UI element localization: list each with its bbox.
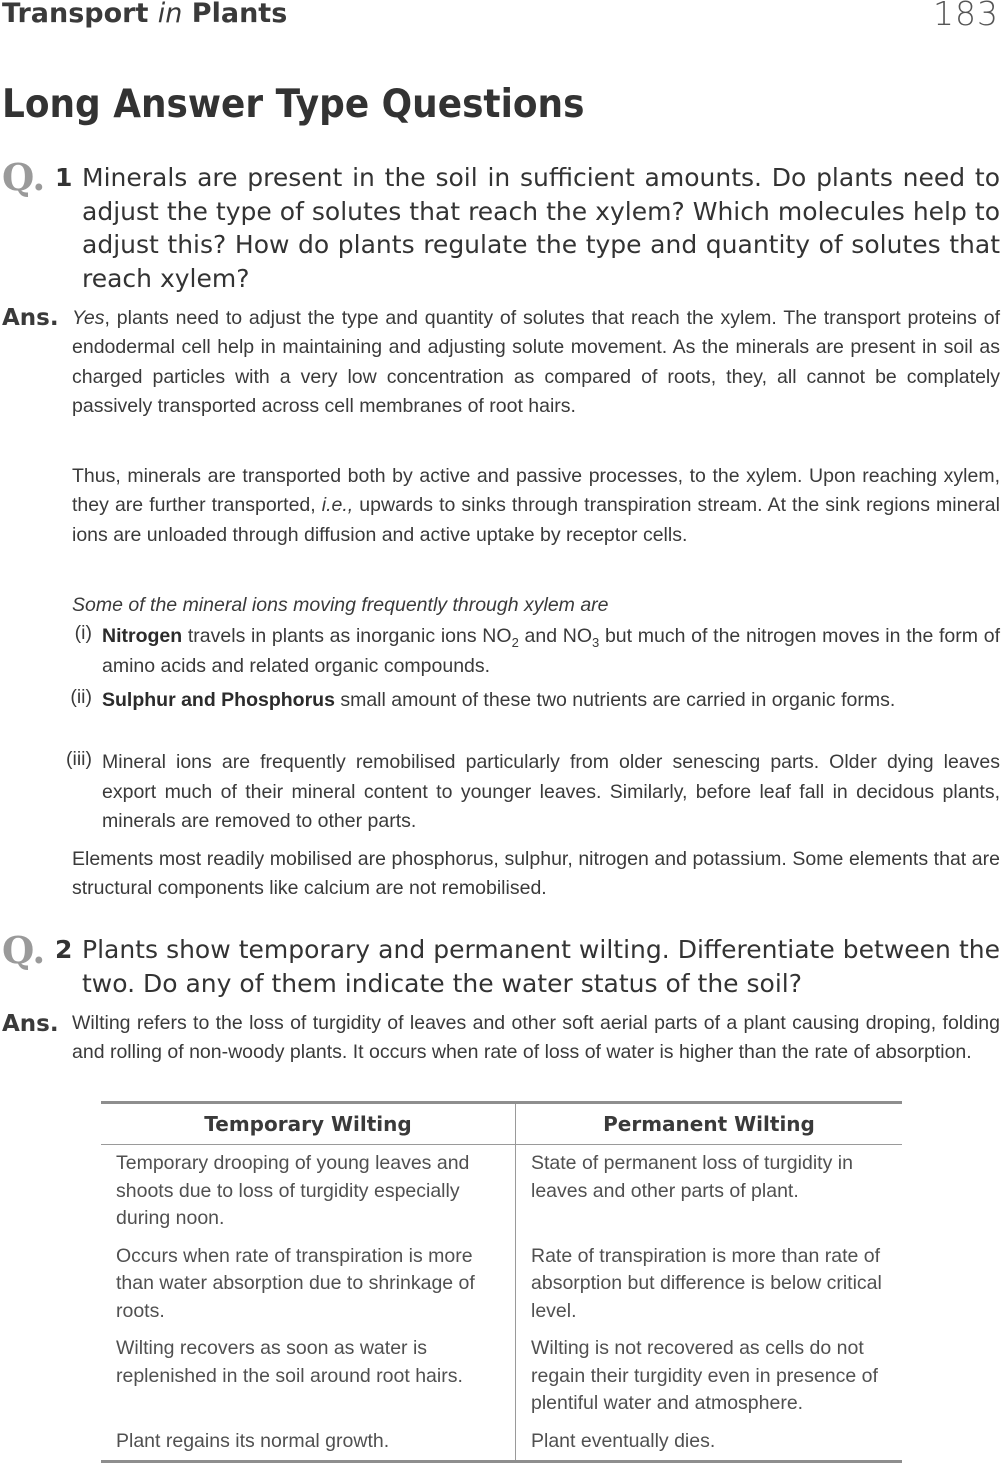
table-cell: Wilting recovers as soon as water is replenished in the soil around root hairs.: [101, 1330, 516, 1423]
column-header: Permanent Wilting: [516, 1103, 903, 1145]
list-item: [102, 622, 1000, 681]
question-number: 1: [55, 163, 73, 192]
column-header: Temporary Wilting: [101, 1103, 516, 1145]
table-row: [101, 1238, 902, 1331]
list-item-text: small amount of these two nutrients are carried in organic forms.: [334, 689, 896, 711]
answer-paragraph: [72, 462, 1000, 550]
answer-text: Thus, minerals are transported both by active and passive processes, to the xylem. Upon reaching xylem, they are further transported,: [72, 465, 1000, 517]
list-item: Mineral ions are frequently remobilised particularly from older senescing parts. Older dying leaves export much of their mineral content to younger leaves. Similarly, before leaf fall in decidous plants, minerals are removed to other parts.: [102, 751, 1000, 832]
answer-italic: i.e.,: [321, 494, 354, 517]
answer-paragraph: [72, 304, 1000, 421]
table-cell: State of permanent loss of turgidity in leaves and other parts of plant.: [531, 1152, 853, 1202]
answer-paragraph: Wilting refers to the loss of turgidity of leaves and other soft aerial parts of a plant causing droping, folding and rolling of non-woody plants. It occurs when rate of loss of water is higher than the rate of absorption.: [72, 1012, 1000, 1064]
list-item: [102, 686, 1000, 716]
list-item-number: (ii): [70, 686, 92, 708]
question-text: Plants show temporary and permanent wilting. Differentiate between the two. Do any of them indicate the water status of the soil?: [82, 935, 1000, 998]
table-cell: Plant eventually dies.: [516, 1423, 903, 1462]
header-title-italic: in: [157, 0, 183, 29]
list-item-bold: Sulphur and Phosphorus: [102, 689, 335, 711]
header-title-part1: Transport: [2, 0, 158, 29]
answer-paragraph: Elements most readily mobilised are phosphorus, sulphur, nitrogen and potassium. Some elements that are structural components like calcium are not remobilised.: [72, 848, 1000, 900]
question-symbol: Q: [2, 155, 33, 199]
question-marker: Q.: [2, 928, 46, 972]
question-symbol: Q: [2, 928, 33, 972]
running-header: [2, 0, 287, 29]
table-header-row: [101, 1103, 902, 1145]
answer-label: Ans.: [2, 1011, 59, 1037]
answer-text: , plants need to adjust the type and quantity of solutes that reach the xylem. The transport proteins of endodermal cell help in maintaining and adjusting solute movement. As the minerals are present in soil as charged particles with a very low concentration as compared of roots, they, all cannot be complately passively transported across cell membranes of root hairs.: [72, 307, 1000, 417]
table-row: [101, 1423, 902, 1462]
question-text: Minerals are present in the soil in sufficient amounts. Do plants need to adjust the type of solutes that reach the xylem? Which molecules help to adjust this? How do plants regulate the type and quantity of solutes that reach xylem?: [82, 163, 1000, 293]
section-title: Long Answer Type Questions: [2, 82, 585, 127]
table-row: [101, 1330, 902, 1423]
subscript: 3: [592, 634, 600, 650]
subscript: 2: [511, 634, 519, 650]
list-item-text: but much of the nitrogen moves in the form of amino acids and related organic compounds.: [102, 625, 1000, 677]
table-cell: Wilting is not recovered as cells do not regain their turgidity even in presence of plentiful water and atmosphere.: [531, 1337, 878, 1414]
wilting-comparison-table: [101, 1101, 902, 1463]
answer-label: Ans.: [2, 305, 59, 331]
table-cell: Temporary drooping of young leaves and shoots due to loss of turgidity especially during noon.: [101, 1145, 516, 1238]
list-item-text: and NO: [518, 625, 593, 647]
list-item-number: (iii): [66, 748, 92, 770]
ions-heading: Some of the mineral ions moving frequently through xylem are: [72, 594, 609, 616]
table-cell: Rate of transpiration is more than rate of absorption but difference is below critical level.: [531, 1244, 882, 1322]
table-cell: Occurs when rate of transpiration is more than water absorption due to shrinkage of roots.: [101, 1238, 516, 1331]
header-title-part3: Plants: [182, 0, 288, 29]
question-marker: Q.: [2, 155, 46, 199]
list-item-number: (i): [74, 622, 92, 644]
answer-lead: Yes: [72, 307, 105, 329]
page-number: 183: [933, 0, 999, 33]
table-cell: Plant regains its normal growth.: [101, 1423, 516, 1462]
list-item-text: travels in plants as inorganic ions NO: [182, 625, 512, 647]
list-item-bold: Nitrogen: [102, 625, 183, 647]
table-row: [101, 1145, 902, 1238]
answer-text: upwards to sinks through transpiration stream. At the sink regions mineral ions are unloaded through diffusion and active uptake by receptor cells.: [72, 494, 1000, 546]
question-number: 2: [55, 935, 73, 964]
